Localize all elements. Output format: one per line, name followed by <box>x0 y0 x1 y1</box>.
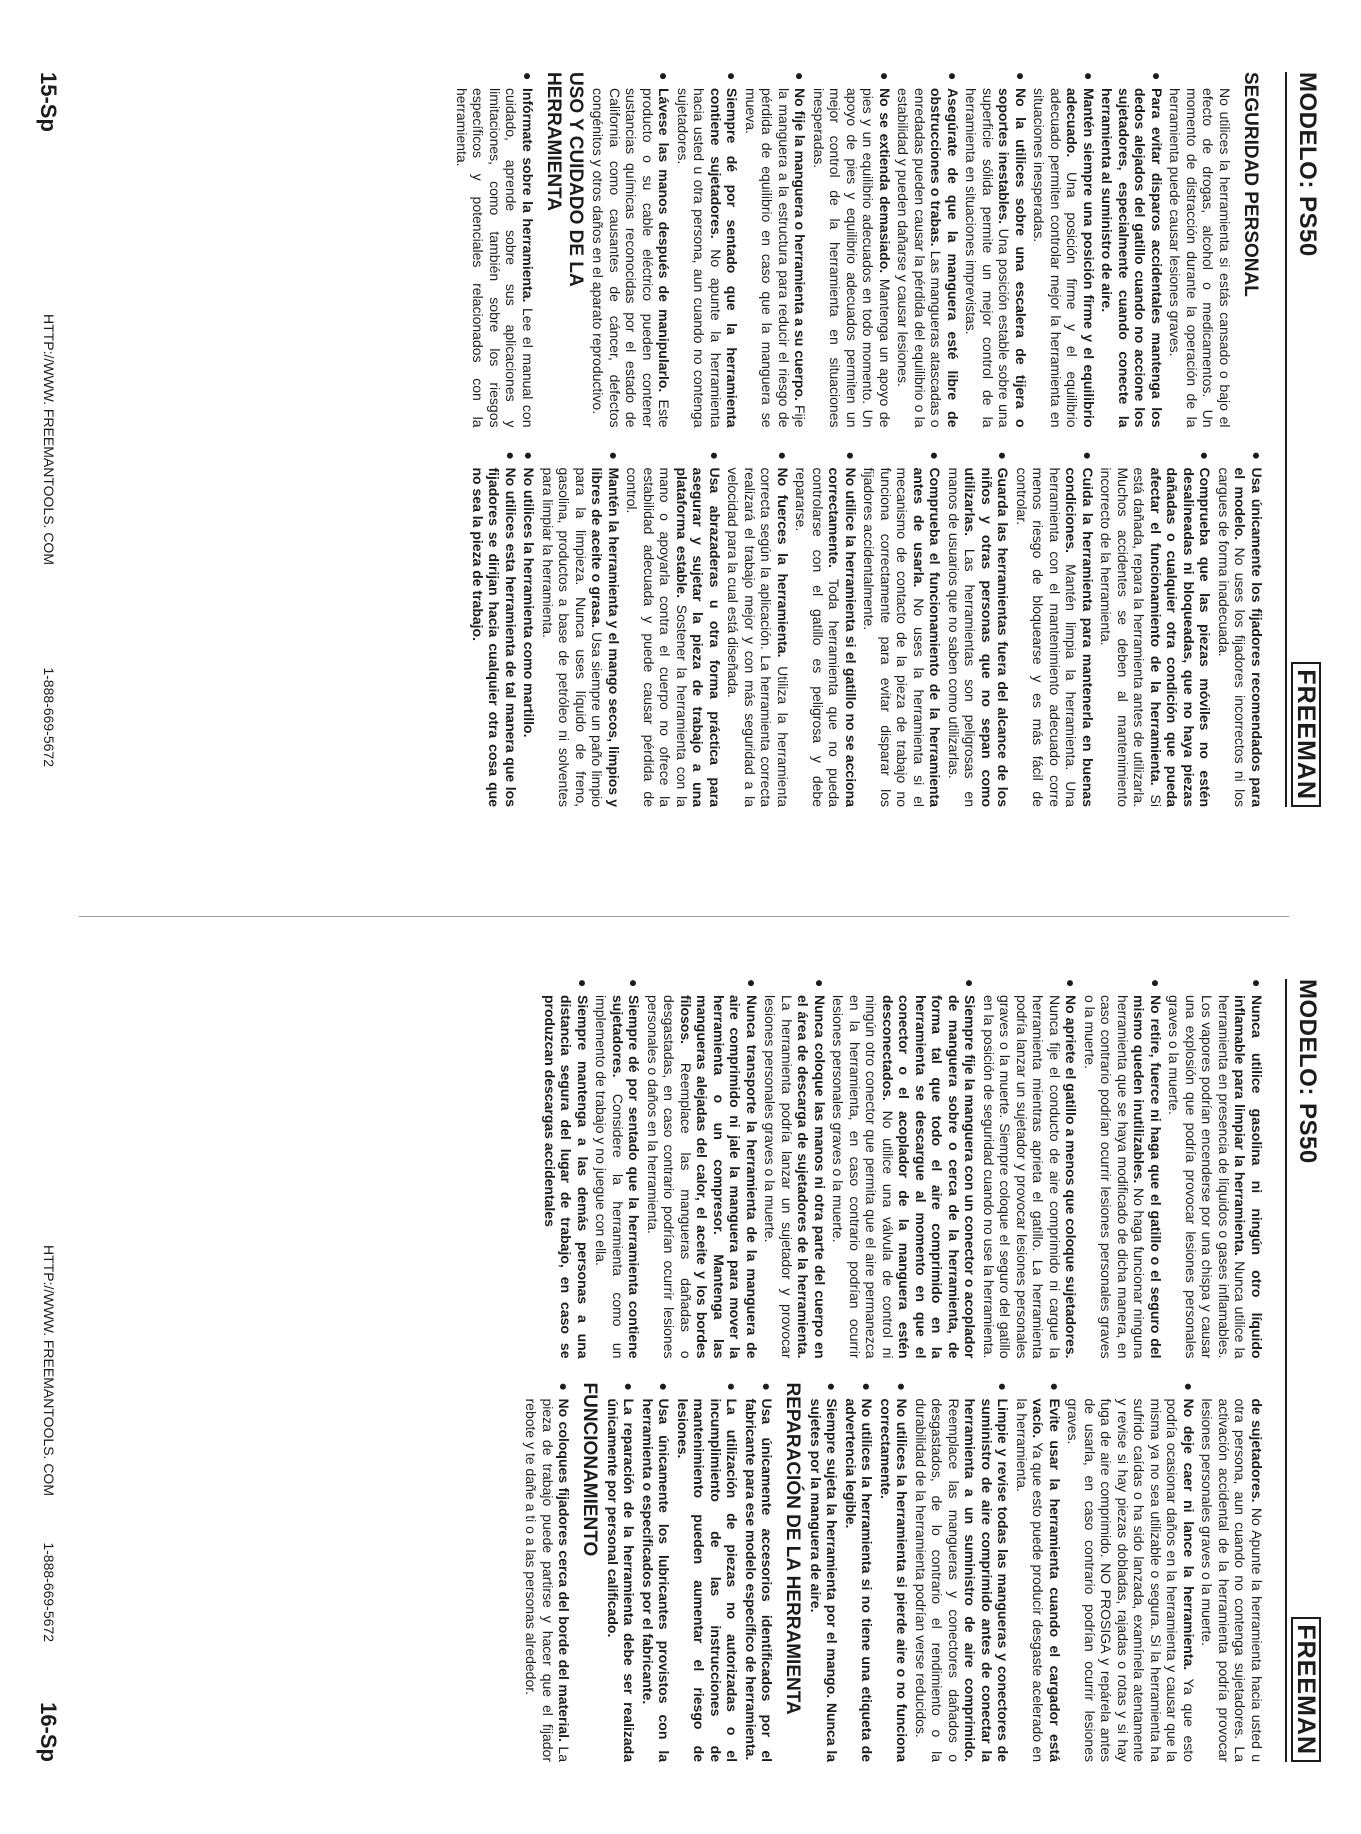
bullet-icon: ● <box>1249 451 1265 460</box>
bullet-icon: ● <box>621 1382 638 1391</box>
list-item: ● Evite usar la herramienta cuando el cargador está vacío. Ya que esto puede producir desgaste acelerado en la herramienta. <box>1014 1382 1063 1762</box>
phone-number: 1-888-669-5672 <box>41 667 57 767</box>
list-item: ● Nunca coloque las manos ni otra parte del cuerpo en el área de descarga de sujetadores de la herramienta. La herramienta podría lanzar un sujetador y provocar lesiones personales graves o la muerte. <box>762 979 828 1359</box>
bullet-icon: ● <box>962 979 979 988</box>
bullet-icon: ● <box>1080 451 1096 460</box>
bullet-icon: ● <box>995 451 1012 460</box>
model-label: MODELO: PS50 <box>1294 979 1321 1164</box>
column-1 <box>215 979 1265 1359</box>
page-header <box>1285 979 1323 1762</box>
list-item: ● No retire, fuerce ni haga que el gatillo o el seguro del mismo queden inutilizables. No haga funcionar ninguna herramienta que se haya modificado de dicha manera, en caso contrario podrían ocurrir lesiones personales graves o la muerte. <box>1082 979 1164 1359</box>
bullet-icon: ● <box>824 1382 841 1391</box>
bullet-icon: ● <box>503 451 519 460</box>
bullet-icon: ● <box>995 1382 1012 1391</box>
bullet-icon: ● <box>1181 1382 1197 1391</box>
list-item: ● No utilices la herramienta si pierde aire o no funciona correctamente. <box>878 1382 911 1762</box>
list-item: ● Comprueba que las piezas móviles no estén desalineadas ni bloqueadas, que no haya piezas dañadas o cualquier otra condición que pueda afectar el funcionamiento de la herramienta. Si está dañada, repara la herramienta antes de utilizarla. Muchos accidentes se deben al mantenimiento incorrecto de la herramienta. <box>1098 451 1214 807</box>
list-item: ● No apriete el gatillo a menos que coloque sujetadores. Nunca fije el conducto de aire comprimido ni cargue la herramienta mientras aprieta el gatillo. La herramienta podría lanzar un sujetador y provocar lesiones personales graves o la muerte. Siempre coloque el seguro del gatillo en la posición de seguridad cuando no use la herramienta. <box>981 979 1080 1359</box>
list-item: ● Mantén la herramienta y el mango secos, limpios y libres de aceite o grasa. Usa siempre un paño limpio para la limpieza. Nunca uses líquido de freno, gasolina, productos a base de petróleo ni solventes para limpiar la herramienta. <box>540 451 622 807</box>
bullet-icon: ● <box>626 979 643 988</box>
intro-paragraph: No utilices la herramienta si estás cansado o bajo el efecto de drogas, alcohol o medicamentos. Un momento de distracción durante la operación de la herramienta puede causar lesiones graves. <box>1167 88 1233 428</box>
list-item: ● Siempre mantenga a las demás personas a una distancia segura del lugar de trabajo, en caso se produzcan descargas accidentales <box>542 979 591 1359</box>
list-item: ● Siempre fije la manguera con un conector o acoplador de manguera sobre o cerca de la herramienta, de forma tal que todo el aire comprimido en la herramienta se descargue al momento en que el conector o el acoplador de la manguera estén desconectados. No utilice una válvula de control ni ningún otro conector que permita que el aire permanezca en la herramienta, en caso contrario podrían ocurrir lesiones personales graves o la muerte. <box>830 979 979 1359</box>
bullet-icon: ● <box>575 979 591 988</box>
list-item: ● No coloques fijadores cerca del borde del material. La pieza de trabajo puede partirse y hacer que el fijador rebote y te dañe a ti o a las personas alrededor. <box>523 1382 573 1762</box>
list-item: ● Usa únicamente los lubricantes provistos con la herramienta o especificados por el fabricante. <box>640 1382 673 1762</box>
list-item: ● La utilización de piezas no autorizadas o el incumplimiento de las instrucciones de mantenimiento pueden aumentar el riesgo de lesiones. <box>675 1382 741 1762</box>
website-url: HTTP://WWW. FREEMANTOOLS. COM <box>41 1245 57 1496</box>
list-item: ● La reparación de la herramienta debe ser realizada únicamente por personal calificado. <box>605 1382 638 1762</box>
bullet-icon: ● <box>775 451 791 460</box>
bullet-icon: ● <box>1013 72 1029 81</box>
list-item: ● Nunca transporte la herramienta de la manguera de aire comprimido ni jale la manguera para mover la herramienta o un compresor. Mantenga las mangueras alejadas del calor, el aceite y los bordes filosos. Reemplace las mangueras dañadas o desgastadas, en caso contrario podrían ocurrir lesiones personales o daños en la herramienta. <box>645 979 760 1359</box>
list-item: ● Asegúrate de que la manguera esté libre de obstrucciones o trabas. Las mangueras atascadas o enredadas pueden causar la pérdida del equilibrio o la estabilidad y pueden dañarse y causar lesiones. <box>895 72 961 428</box>
bullet-icon: ● <box>656 1382 673 1391</box>
content-columns <box>215 979 1265 1762</box>
list-item: ● No fuerces la herramienta. Utiliza la herramienta correcta según la aplicación. La herramienta correcta realizará el trabajo mejor y con más seguridad a la velocidad para la cual está diseñada. <box>725 451 791 807</box>
page-header <box>1285 72 1323 807</box>
bullet-icon: ● <box>894 1382 911 1391</box>
list-item: ● Usa únicamente accesorios identificados por el fabricante para ese modelo específico de herramienta. <box>743 1382 776 1762</box>
page-footer <box>35 979 61 1762</box>
bullet-icon: ● <box>1197 451 1214 460</box>
website-url: HTTP://WWW. FREEMANTOOLS. COM <box>41 314 57 565</box>
list-item: ● No deje caer ni lance la herramienta. Ya que esto podría ocasionar daños en la herramienta y causar que la misma ya no sea utilizable o segura. Si la herramienta ha sufrido caídas o ha sido lanzada, examínela atentamente y revise si hay piezas dobladas, rajadas o rotas y si hay fuga de aire comprimido. NO PROSIGA y repárela antes de usarla, en caso contrario podrían ocurrir lesiones graves. <box>1065 1382 1197 1762</box>
bullet-icon: ● <box>724 72 741 81</box>
list-item: ● No fije la manguera o herramienta a su cuerpo. Fije la manguera a la estructura para reducir el riesgo de pérdida de equilibrio en caso que la manguera se mueva. <box>743 72 809 428</box>
list-item: ● Siempre sujeta la herramienta por el mango. Nunca la sujetes por la manguera de aire. <box>808 1382 841 1762</box>
column-1 <box>215 72 1265 428</box>
list-item: ● No utilices esta herramienta de tal manera que los fijadores se dirijan hacia cualquier otra cosa que no sea la pieza de trabajo. <box>470 451 519 807</box>
bullet-icon: ● <box>759 1382 776 1391</box>
list-item: ● No utilices la herramienta como martillo. <box>521 451 538 738</box>
list-item: ● Para evitar disparos accidentales mantenga los dedos alejados del gatillo cuando no accione los sujetadores, especialmente cuando conecte la herramienta al suministro de aire. <box>1099 72 1165 428</box>
bullet-icon: ● <box>521 451 538 460</box>
list-item: ● No utilice la herramienta si el gatillo no se acciona correctamente. Toda herramienta que no pueda controlarse con el gatillo es peligrosa y debe repararse. <box>793 451 859 807</box>
bullet-icon: ● <box>1081 72 1097 81</box>
freeman-logo: FREEMAN <box>1291 662 1321 807</box>
list-item: ● Lávese las manos después de manipularlo. Este producto o su cable eléctrico pueden contener sustancias químicas reconocidas por el estado de California como causantes de cáncer, defectos congénitos y otros daños en el aparato reproductivo. <box>590 72 673 428</box>
bullet-icon: ● <box>927 451 944 460</box>
list-item: ● Usa únicamente los fijadores recomendados para el modelo. No uses los fijadores incorrectos ni los cargues de forma inadecuada. <box>1216 451 1265 807</box>
list-item: ● No la utilices sobre una escalera de tijera o soportes inestables. Una posición estable sobre una superficie sólida permite un mejor control de la herramienta en situaciones imprevistas. <box>963 72 1029 428</box>
list-item: ● No utilices la herramienta si no tiene una etiqueta de advertencia legible. <box>843 1382 876 1762</box>
list-item: ● Siempre dé por sentado que la herramienta contiene sujetadores. Considere la herramienta como un implemento de trabajo y no juegue con ella. <box>593 979 643 1359</box>
bullet-icon: ● <box>812 979 828 988</box>
list-item: ● Infórmate sobre la herramienta. Lee el manual con cuidado, aprende sobre sus aplicaciones y limitaciones, como también sobre los riesgos específicos y potenciales relacionados con la herramienta. <box>454 72 536 428</box>
page-number: 16-Sp <box>36 1702 61 1762</box>
bullet-icon: ● <box>1149 72 1165 81</box>
bullet-icon: ● <box>1047 1382 1063 1391</box>
list-item: ● Mantén siempre una posición firme y el equilibrio adecuado. Una posición firme y el equilibrio adecuado permiten controlar mejor la herramienta en situaciones inesperadas. <box>1031 72 1097 428</box>
freeman-logo: FREEMAN <box>1291 1617 1321 1762</box>
page-footer <box>35 72 61 807</box>
bullet-icon: ● <box>877 72 893 81</box>
bullet-icon: ● <box>520 72 536 81</box>
bullet-icon: ● <box>859 1382 876 1391</box>
page-number: 15-Sp <box>36 72 61 132</box>
section-title-funcionamiento: FUNCIONAMIENTO <box>579 1382 601 1557</box>
bullet-icon: ● <box>1063 979 1080 988</box>
phone-number: 1-888-669-5672 <box>41 1542 57 1642</box>
content-columns <box>215 72 1265 807</box>
bullet-icon: ● <box>945 72 961 81</box>
bullet-icon: ● <box>656 72 673 81</box>
bullet-icon: ● <box>843 451 859 460</box>
bullet-icon: ● <box>724 1382 741 1391</box>
list-item: ● Limpie y revise todas las mangueras y conectores de suministro de aire comprimido antes de conectar la herramienta a un suministro de aire comprimido. Reemplace las mangueras y conectores dañados o desgastados, de lo contrario el rendimiento o la durabilidad de la herramienta podrían verse reducidos. <box>913 1382 1012 1762</box>
list-item: ● Guarda las herramientas fuera del alcance de los niños y otras personas que no sepan como utilizarlas. Las herramientas son peligrosas en manos de usuarios que no saben como utilizarlas. <box>946 451 1012 807</box>
model-label: MODELO: PS50 <box>1294 72 1321 257</box>
bullet-icon: ● <box>792 72 809 81</box>
list-item: ● Nunca utilice gasolina ni ningún otro líquido inflamable para limpiar la herramienta. Nunca utilice la herramienta en presencia de líquidos o gases inflamables. Los vapores podrían encenderse por una chispa y causar una explosión que podría provocar lesiones personales graves o la muerte. <box>1166 979 1265 1359</box>
bullet-icon: ● <box>707 451 723 460</box>
bullet-icon: ● <box>1249 979 1265 988</box>
page-16 <box>0 917 1361 1834</box>
section-title-reparacion: REPARACIÓN DE LA HERRAMIENTA <box>782 1382 804 1715</box>
section-title-uso-cuidado: USO Y CUIDADO DE LA HERRAMIENTA <box>543 72 586 286</box>
bullet-icon: ● <box>606 451 622 460</box>
continued-paragraph: de sujetadores. No Apunte la herramienta hacia usted u otra persona, aun cuando no contenga sujetadores. La activación accidental de la herramienta podría provocar lesiones personales graves o la muerte. <box>1199 1398 1265 1762</box>
bullet-icon: ● <box>744 979 760 988</box>
list-item: ● Cuida la herramienta para mantenerla en buenas condiciones. Mantén limpia la herramienta. Una herramienta con el mantenimiento adecuado corre menos riesgo de bloquearse y es más fácil de controlar. <box>1014 451 1096 807</box>
list-item: ● Usa abrazaderas u otra forma práctica para asegurar y sujetar la pieza de trabajo a una plataforma estable. Sostener la herramienta con la mano o apoyarla contra el cuerpo no ofrece la estabilidad adecuada y puede causar pérdida de control. <box>624 451 723 807</box>
list-item: ● Comprueba el funcionamiento de la herramienta antes de usarla. No uses la herramienta si el mecanismo de contacto de la pieza de trabajo no funciona correctamente para evitar disparar los fijadores accidentalmente. <box>861 451 944 807</box>
bullet-icon: ● <box>556 1382 573 1391</box>
column-2 <box>215 452 1265 808</box>
list-item: ● Siempre dé por sentado que la herramienta contiene sujetadores. No apunte la herramienta hacia usted u otra persona, aun cuando no contenga sujetadores. <box>675 72 741 428</box>
list-item: ● No se extienda demasiado. Mantenga un apoyo de pies y un equilibrio adecuados en todo momento. Un apoyo de pies y equilibrio adecuados permiten un mejor control de la herramienta en situaciones inesperadas. <box>811 72 893 428</box>
column-2 <box>215 1383 1265 1763</box>
section-title-seguridad-personal: SEGURIDAD PERSONAL <box>1240 72 1261 297</box>
bullet-icon: ● <box>1148 979 1164 988</box>
